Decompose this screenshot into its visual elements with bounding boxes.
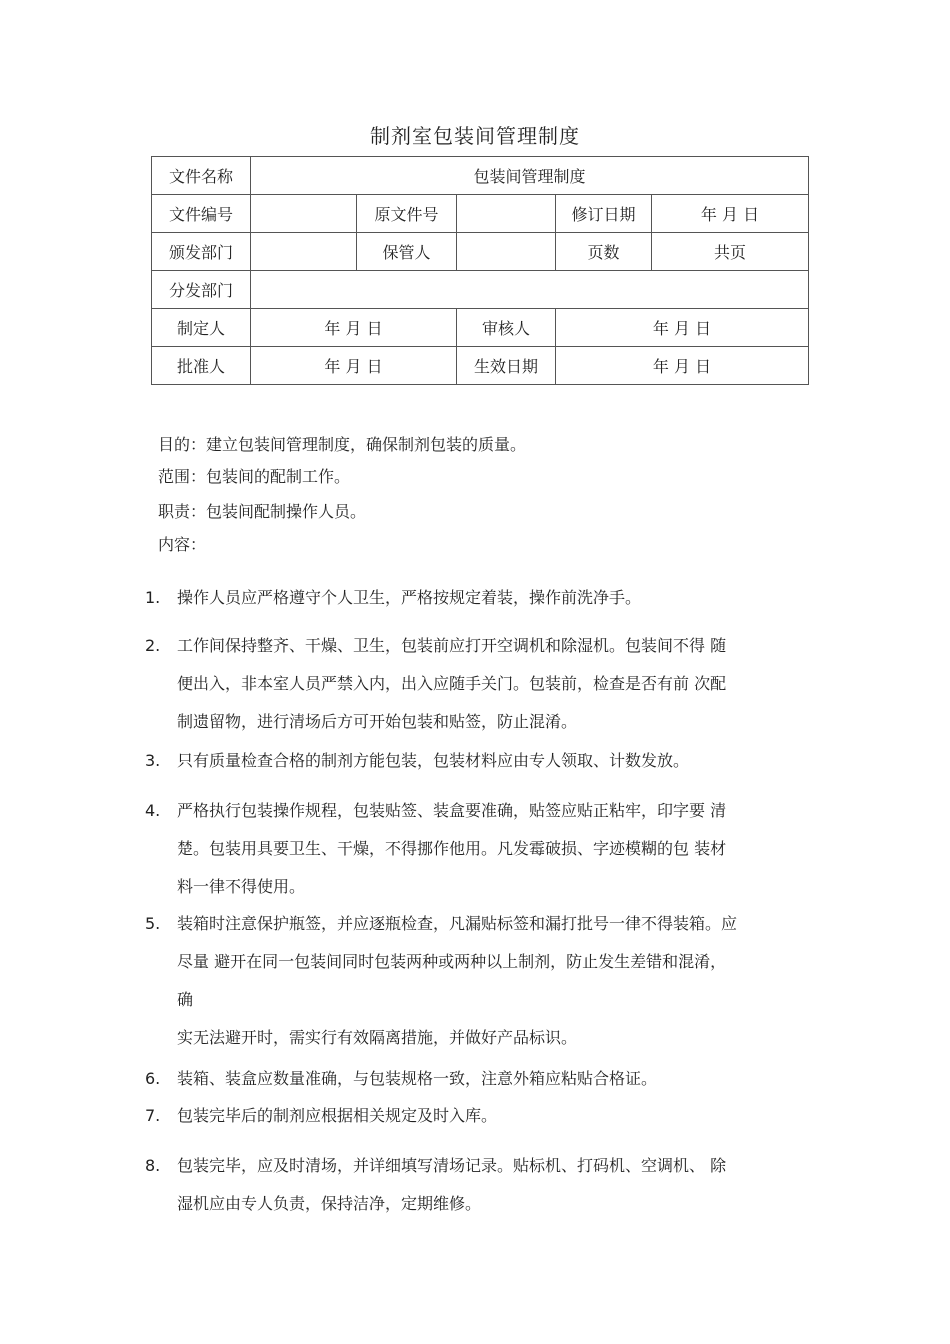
revision-date-value: 年 月 日 <box>652 195 809 233</box>
table-row <box>152 347 809 385</box>
document-info-table <box>151 156 809 385</box>
item-number: 2. <box>145 636 161 655</box>
file-name-label: 文件名称 <box>152 157 251 195</box>
item-line: 湿机应由专人负责，保持洁净，定期维修。 <box>177 1194 482 1213</box>
original-file-number-label: 原文件号 <box>357 195 457 233</box>
item-number: 6. <box>145 1069 161 1088</box>
item-line: 包装完毕，应及时清场，并详细填写清场记录。贴标机、打码机、空调机、 除 <box>177 1156 727 1175</box>
item-number: 4. <box>145 801 161 820</box>
approver-date: 年 月 日 <box>251 347 457 385</box>
item-line: 工作间保持整齐、干燥、卫生，包装前应打开空调机和除湿机。包装间不得 随 <box>177 636 727 655</box>
item-number: 3. <box>145 751 161 770</box>
page-count-value: 共页 <box>652 233 809 271</box>
item-number: 5. <box>145 914 161 933</box>
effective-date-value: 年 月 日 <box>556 347 809 385</box>
item-number: 1. <box>145 588 161 607</box>
reviewer-label: 审核人 <box>457 309 556 347</box>
item-line: 操作人员应严格遵守个人卫生，严格按规定着装，操作前洗净手。 <box>177 588 642 607</box>
revision-date-label: 修订日期 <box>556 195 652 233</box>
item-number: 8. <box>145 1156 161 1175</box>
purpose-text: 目的：建立包装间管理制度，确保制剂包装的质量。 <box>158 435 527 454</box>
table-row <box>152 157 809 195</box>
reviewer-date: 年 月 日 <box>556 309 809 347</box>
file-number-label: 文件编号 <box>152 195 251 233</box>
table-row <box>152 271 809 309</box>
issuing-dept-label: 颁发部门 <box>152 233 251 271</box>
item-line: 严格执行包装操作规程，包装贴签、装盒要准确，贴签应贴正粘牢，印字要 清 <box>177 801 727 820</box>
page-title: 制剂室包装间管理制度 <box>370 124 580 148</box>
item-line: 楚。包装用具要卫生、干燥，不得挪作他用。凡发霉破损、字迹模糊的包 装材 <box>177 839 727 858</box>
original-file-number-value <box>457 195 556 233</box>
item-line: 便出入，非本室人员严禁入内，出入应随手关门。包装前，检查是否有前 次配 <box>177 674 727 693</box>
custodian-value <box>457 233 556 271</box>
page-count-label: 页数 <box>556 233 652 271</box>
file-number-value <box>251 195 357 233</box>
table-row <box>152 233 809 271</box>
item-line: 装箱时注意保护瓶签，并应逐瓶检查，凡漏贴标签和漏打批号一律不得装箱。应 <box>177 914 738 933</box>
distribution-dept-value <box>251 271 809 309</box>
item-line: 确 <box>177 990 194 1009</box>
table-row <box>152 309 809 347</box>
scope-text: 范围：包装间的配制工作。 <box>158 467 351 486</box>
distribution-dept-label: 分发部门 <box>152 271 251 309</box>
item-line: 尽量 避开在同一包装间同时包装两种或两种以上制剂，防止发生差错和混淆， <box>177 952 727 971</box>
item-line: 制遗留物，进行清场后方可开始包装和贴签，防止混淆。 <box>177 712 578 731</box>
table-row <box>152 195 809 233</box>
item-line: 料一律不得使用。 <box>177 877 306 896</box>
item-line: 只有质量检查合格的制剂方能包装，包装材料应由专人领取、计数发放。 <box>177 751 690 770</box>
custodian-label: 保管人 <box>357 233 457 271</box>
author-label: 制定人 <box>152 309 251 347</box>
item-number: 7. <box>145 1106 161 1125</box>
duty-text: 职责：包装间配制操作人员。 <box>158 502 367 521</box>
content-heading: 内容： <box>158 535 207 554</box>
issuing-dept-value <box>251 233 357 271</box>
item-line: 实无法避开时，需实行有效隔离措施，并做好产品标识。 <box>177 1028 578 1047</box>
approver-label: 批准人 <box>152 347 251 385</box>
author-date: 年 月 日 <box>251 309 457 347</box>
item-line: 装箱、装盒应数量准确，与包装规格一致，注意外箱应粘贴合格证。 <box>177 1069 658 1088</box>
item-line: 包装完毕后的制剂应根据相关规定及时入库。 <box>177 1106 498 1125</box>
file-name-value: 包装间管理制度 <box>251 157 809 195</box>
effective-date-label: 生效日期 <box>457 347 556 385</box>
